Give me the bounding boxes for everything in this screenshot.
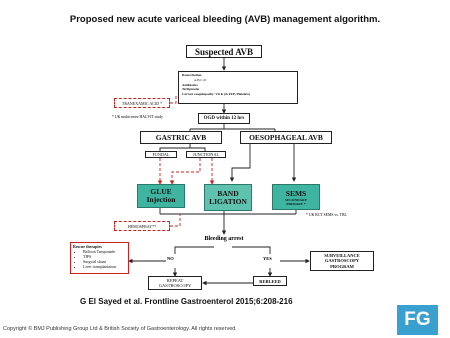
line-ogd-split — [190, 124, 275, 131]
yes-label: YES — [263, 256, 272, 261]
rescue-item-transplant: • Liver transplantation — [83, 264, 116, 269]
suspected-avb-box: Suspected AVB — [186, 45, 262, 58]
bleeding-arrest-label: Bleeding arrest — [204, 236, 244, 242]
oesophageal-avb-box: OESOPHAGEAL AVB — [240, 131, 332, 144]
ogd-box: OGD within 12 hrs — [198, 113, 250, 124]
rescue-title: Rescue therapies — [73, 244, 102, 249]
sems-title: SEMS — [285, 188, 307, 198]
line-arrest-yes — [232, 247, 270, 254]
dashed-hemospray-link — [170, 214, 180, 226]
repeat-gastroscopy-box: REPEAT GASTROSCOPY — [148, 276, 202, 290]
line-arrest-no — [175, 247, 214, 254]
hemospray-box: HEMOSPRAY** — [114, 221, 170, 231]
sems-box — [272, 184, 320, 210]
resus-item-antibiotics: Antibiotics — [182, 82, 198, 87]
rescue-therapies-box — [70, 242, 129, 274]
glue-injection-box: GLUE Injection — [137, 184, 185, 208]
citation: G El Sayed et al. Frontline Gastroenterol 2015;6:208-216 — [80, 297, 293, 306]
fundal-box: FUNDAL — [145, 151, 177, 158]
rebleed-box: REBLEED — [253, 276, 287, 286]
resus-item-coagulopathy: Correct coagulopathy: Vit K (& FFP, Platelets) — [182, 92, 250, 97]
junctional-box: JUNCTIONAL — [186, 151, 226, 158]
rescue-item-balloon: • Balloon Tamponade — [83, 249, 116, 254]
surveillance-box: SURVEILLANCE GASTROSCOPY PROGRAM — [310, 251, 374, 271]
band-ligation-box: BAND LIGATION — [204, 184, 252, 211]
copyright: Copyright © BMJ Publishing Group Ltd & British Society of Gastroenterology. All rights reserved. — [3, 326, 237, 332]
dashed-junctional-to-glue — [172, 158, 200, 184]
halt-it-note: * UK multicentre HALT-IT study — [112, 115, 163, 119]
rct-note: * UK RCT SEMS vs. TBL — [306, 213, 347, 217]
sems-primary: PRIMARY * — [286, 201, 306, 206]
resus-item-abcd: A,B,C,D — [194, 77, 206, 82]
fg-logo: FG — [397, 305, 438, 335]
sems-secondary: SECONDARY — [284, 197, 308, 202]
line-gastric-to-fundal-junctional — [160, 144, 205, 151]
figure-title: Proposed new acute variceal bleeding (AVB) management algorithm. — [69, 14, 381, 25]
tranexamic-acid-box: TRANEXAMIC ACID * — [114, 98, 170, 108]
no-label: NO — [167, 256, 174, 261]
rescue-item-shunt: • Surgical shunt — [83, 259, 116, 264]
rescue-item-tips: • TIPS — [83, 254, 116, 259]
resuscitation-box — [178, 71, 298, 104]
resus-item-terlipressin: Terlipressin — [182, 87, 200, 92]
line-oesophageal-to-band — [232, 144, 250, 181]
gastric-avb-box: GASTRIC AVB — [140, 131, 222, 144]
resuscitation-title: Resuscitation — [182, 73, 202, 77]
